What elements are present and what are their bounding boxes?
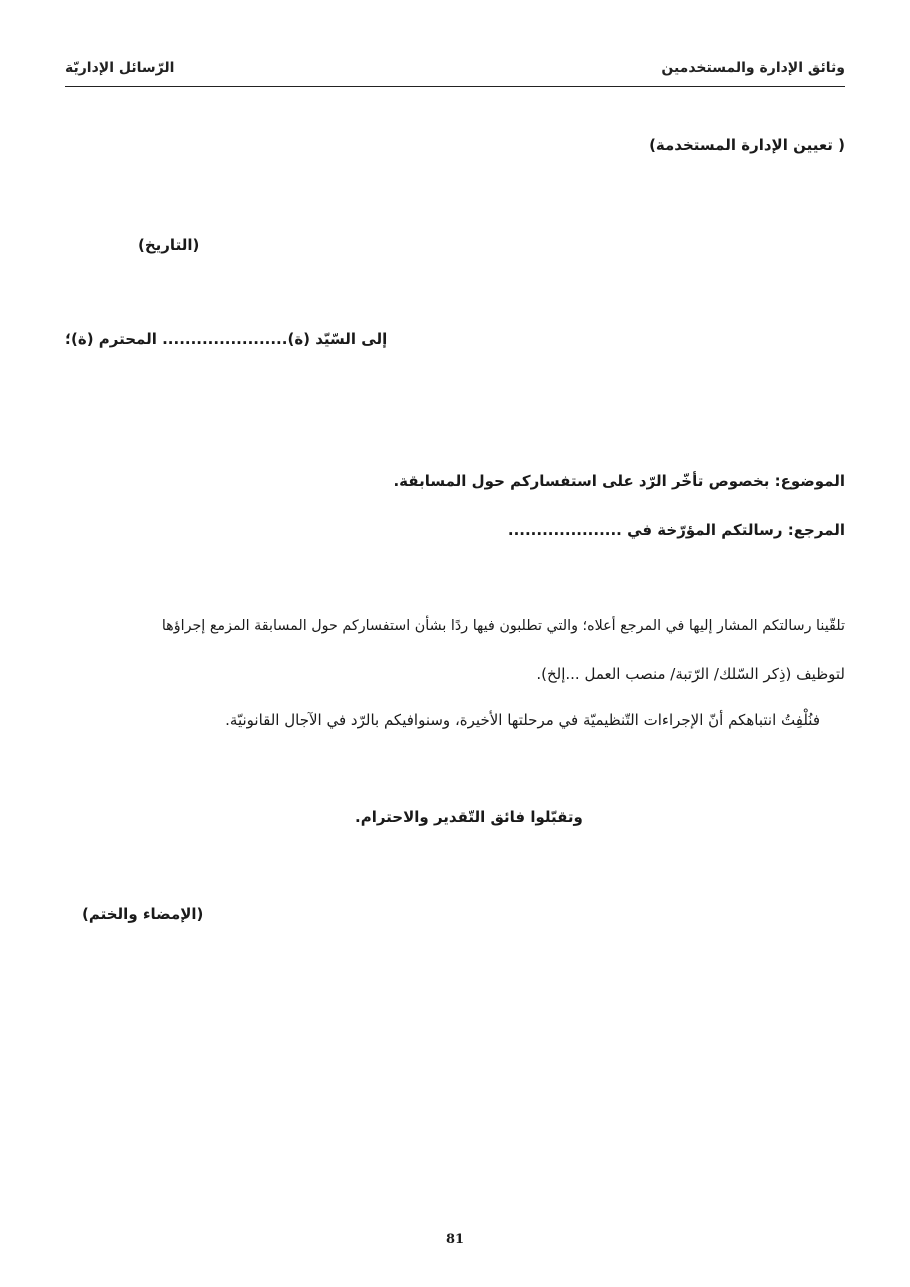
signature-and-stamp: (الإمضاء والختم) — [82, 905, 204, 923]
body-paragraph-line-2: لتوظيف (ذِكر السّلك/ الرّتبة/ منصب العمل ...إلخ). — [536, 665, 845, 683]
subject-line: الموضوع: بخصوص تأخّر الرّد على استفساركم حول المسابقة. — [393, 472, 845, 490]
date-placeholder: (التاريخ) — [138, 236, 200, 254]
reference-line: المرجع: رسالتكم المؤرّخة في .................... — [507, 521, 845, 539]
closing-formula: وتقبّلوا فائق التّقدير والاحترام. — [355, 808, 583, 826]
body-paragraph-line-1: تلقّينا رسالتكم المشار إليها في المرجع أعلاه؛ والتي تطلبون فيها ردًا بشأن استفساركم حول المسابقة المزمع إجراؤها — [161, 618, 845, 634]
header-chapter-title: الرّسائل الإداريّة — [65, 60, 175, 76]
page-number: 81 — [445, 1232, 465, 1247]
body-paragraph-line-3: فنُلْفِتُ انتباهكم أنّ الإجراءات التّنظيميّة في مرحلتها الأخيرة، وسنوافيكم بالرّد في الآجال القانونيّة. — [225, 711, 820, 729]
addressee-line: إلى السّيّد (ة)...................... المحترم (ة)؛ — [65, 330, 388, 348]
header-book-title: وثائق الإدارة والمستخدمين — [661, 60, 845, 76]
issuing-administration: ( تعيين الإدارة المستخدمة) — [649, 136, 845, 154]
running-header — [65, 58, 845, 87]
